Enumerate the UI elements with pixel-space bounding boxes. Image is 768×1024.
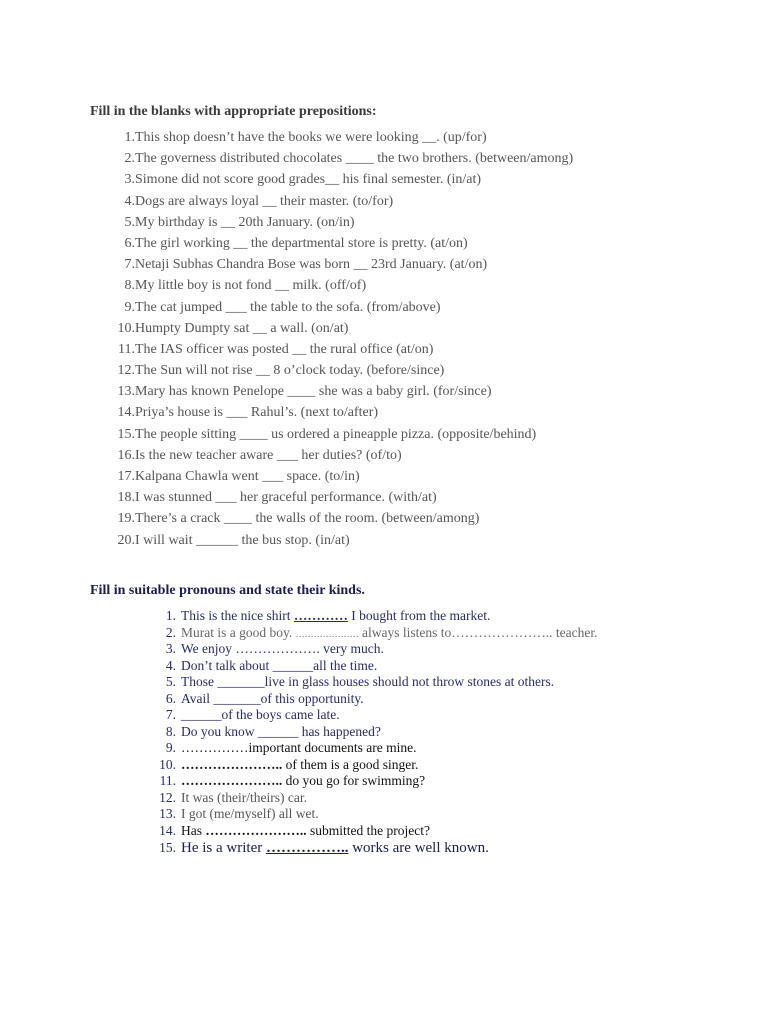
list-item <box>100 191 573 212</box>
list-item <box>150 691 597 708</box>
section-title-prepositions: Fill in the blanks with appropriate prepositions: <box>90 104 377 119</box>
item-number: 9. <box>165 740 176 755</box>
item-text <box>181 839 489 857</box>
item-number: 11. <box>118 341 135 357</box>
item-number: 12. <box>159 789 176 805</box>
text-part: He is a writer <box>181 840 266 856</box>
list-item <box>100 530 573 551</box>
item-text <box>181 691 364 708</box>
item-text: Dogs are always loyal __ their master. (to/for) <box>135 193 394 209</box>
list-item <box>150 658 597 675</box>
list-item <box>150 740 597 757</box>
item-number: 5. <box>165 674 176 689</box>
item-text: Priya’s house is ___ Rahul’s. (next to/after) <box>135 405 379 421</box>
list-item <box>150 823 597 840</box>
item-text <box>181 641 384 658</box>
item-number: 6. <box>165 690 176 706</box>
item-text: The cat jumped ___ the table to the sofa. (from/above) <box>135 299 441 315</box>
text-part: It was (their/theirs) car. <box>181 789 307 805</box>
item-number: 16. <box>117 447 135 463</box>
text-part: Has <box>181 822 206 838</box>
list-item <box>100 212 573 233</box>
text-part: ______of the boys came late. <box>181 707 340 722</box>
item-number: 8. <box>124 278 135 294</box>
text-part: Murat is a good boy. <box>181 624 296 640</box>
item-text <box>181 625 597 642</box>
item-text <box>181 806 319 823</box>
item-text <box>181 790 307 807</box>
item-number: 3. <box>165 641 176 656</box>
list-item <box>150 773 597 790</box>
list-item <box>150 806 597 823</box>
item-number: 8. <box>165 723 176 739</box>
item-number: 11. <box>159 773 176 788</box>
list-item <box>100 508 573 529</box>
list-item <box>150 641 597 658</box>
item-text: Simone did not score good grades__ his final semester. (in/at) <box>135 172 482 188</box>
item-text <box>181 724 381 741</box>
text-part: do you go for swimming? <box>282 773 426 788</box>
item-text: My little boy is not fond __ milk. (off/of) <box>135 278 367 294</box>
item-number: 15. <box>117 426 135 442</box>
item-number: 1. <box>165 608 176 623</box>
list-item <box>100 148 573 169</box>
item-text: I will wait ______ the bus stop. (in/at) <box>135 532 350 548</box>
text-part: ……………important documents are mine. <box>181 740 417 755</box>
item-number: 14. <box>159 822 176 838</box>
list-item <box>150 839 597 857</box>
list-item <box>100 127 573 148</box>
item-text: This shop doesn’t have the books we were looking __. (up/for) <box>135 130 487 145</box>
item-text <box>181 757 418 774</box>
text-part: I bought from the market. <box>347 608 491 623</box>
list-item <box>100 275 573 296</box>
item-text: My birthday is __ 20th January. (on/in) <box>135 214 355 230</box>
item-number: 1. <box>124 130 135 145</box>
item-text: Netaji Subhas Chandra Bose was born __ 23rd January. (at/on) <box>135 257 488 273</box>
item-number: 4. <box>165 657 176 673</box>
item-text: The girl working __ the departmental store is pretty. (at/on) <box>135 235 468 251</box>
list-item <box>150 790 597 807</box>
list-item <box>100 402 573 423</box>
text-part: works are well known. <box>348 840 489 856</box>
list-item <box>150 608 597 625</box>
item-number: 2. <box>165 624 176 640</box>
item-text <box>181 740 416 757</box>
item-text: The IAS officer was posted __ the rural office (at/on) <box>135 341 434 357</box>
list-item <box>150 625 597 642</box>
text-part: I got (me/myself) all wet. <box>181 806 319 821</box>
item-number: 14. <box>117 405 135 421</box>
pronouns-list <box>150 608 597 857</box>
item-text: The governess distributed chocolates ____ the two brothers. (between/among) <box>135 151 574 167</box>
item-text: There’s a crack ____ the walls of the room. (between/among) <box>135 511 480 527</box>
list-item <box>100 445 573 466</box>
item-number: 13. <box>117 384 135 400</box>
item-text: I was stunned ___ her graceful performance. (with/at) <box>135 490 437 506</box>
item-number: 3. <box>124 172 135 188</box>
item-number: 13. <box>159 806 176 821</box>
list-item <box>100 318 573 339</box>
item-number: 20. <box>117 532 135 548</box>
item-text: Is the new teacher aware ___ her duties? (of/to) <box>135 447 402 463</box>
blank-dots: ………………… <box>295 628 359 639</box>
prepositions-list <box>100 127 573 551</box>
item-number: 19. <box>117 511 135 527</box>
list-item <box>100 233 573 254</box>
item-text <box>181 658 377 675</box>
item-number: 10. <box>117 320 135 336</box>
item-text: Humpty Dumpty sat __ a wall. (on/at) <box>135 320 349 336</box>
list-item <box>150 757 597 774</box>
item-text: Kalpana Chawla went ___ space. (to/in) <box>135 469 360 484</box>
list-item <box>100 466 573 487</box>
item-text <box>181 773 425 790</box>
text-part: Do you know ______ has happened? <box>181 723 381 739</box>
item-text: The Sun will not rise __ 8 o’clock today. (before/since) <box>135 363 445 379</box>
item-number: 2. <box>124 151 135 167</box>
text-part: always listens to………………….. teacher. <box>358 624 598 640</box>
list-item <box>100 424 573 445</box>
item-number: 7. <box>124 257 135 273</box>
item-text <box>181 608 490 625</box>
blank-dots: ………………….. <box>205 822 307 838</box>
text-part: submitted the project? <box>306 822 430 838</box>
item-number: 18. <box>117 490 135 506</box>
list-item <box>150 707 597 724</box>
list-item <box>150 724 597 741</box>
item-number: 9. <box>124 299 135 315</box>
blank-dots: ………………….. <box>181 756 283 772</box>
text-part: We enjoy ………………. very much. <box>181 641 384 656</box>
blank-dots: ………… <box>293 608 348 623</box>
blank-dots: …………….. <box>265 840 349 856</box>
list-item <box>100 254 573 275</box>
item-text <box>181 823 430 840</box>
text-part: Avail _______of this opportunity. <box>181 690 364 706</box>
item-number: 6. <box>124 235 135 251</box>
list-item <box>100 487 573 508</box>
blank-dots: ………………….. <box>181 773 283 788</box>
item-number: 17. <box>117 469 135 484</box>
list-item <box>100 339 573 360</box>
list-item <box>100 360 573 381</box>
item-text: The people sitting ____ us ordered a pineapple pizza. (opposite/behind) <box>135 426 537 442</box>
item-number: 10. <box>159 756 176 772</box>
item-number: 12. <box>117 363 135 379</box>
item-text: Mary has known Penelope ____ she was a baby girl. (for/since) <box>135 384 492 400</box>
item-text <box>181 707 340 724</box>
item-number: 7. <box>165 707 176 722</box>
list-item <box>150 674 597 691</box>
text-part: of them is a good singer. <box>282 756 419 772</box>
item-number: 15. <box>159 840 176 855</box>
text-part: Don’t talk about ______all the time. <box>181 657 378 673</box>
item-number: 5. <box>124 214 135 230</box>
item-text <box>181 674 554 691</box>
text-part: Those _______live in glass houses should not throw stones at others. <box>181 674 555 689</box>
list-item <box>100 297 573 318</box>
item-number: 4. <box>124 193 135 209</box>
section-title-pronouns: Fill in suitable pronouns and state their kinds. <box>90 583 365 598</box>
list-item <box>100 381 573 402</box>
list-item <box>100 169 573 190</box>
text-part: This is the nice shirt <box>181 608 294 623</box>
